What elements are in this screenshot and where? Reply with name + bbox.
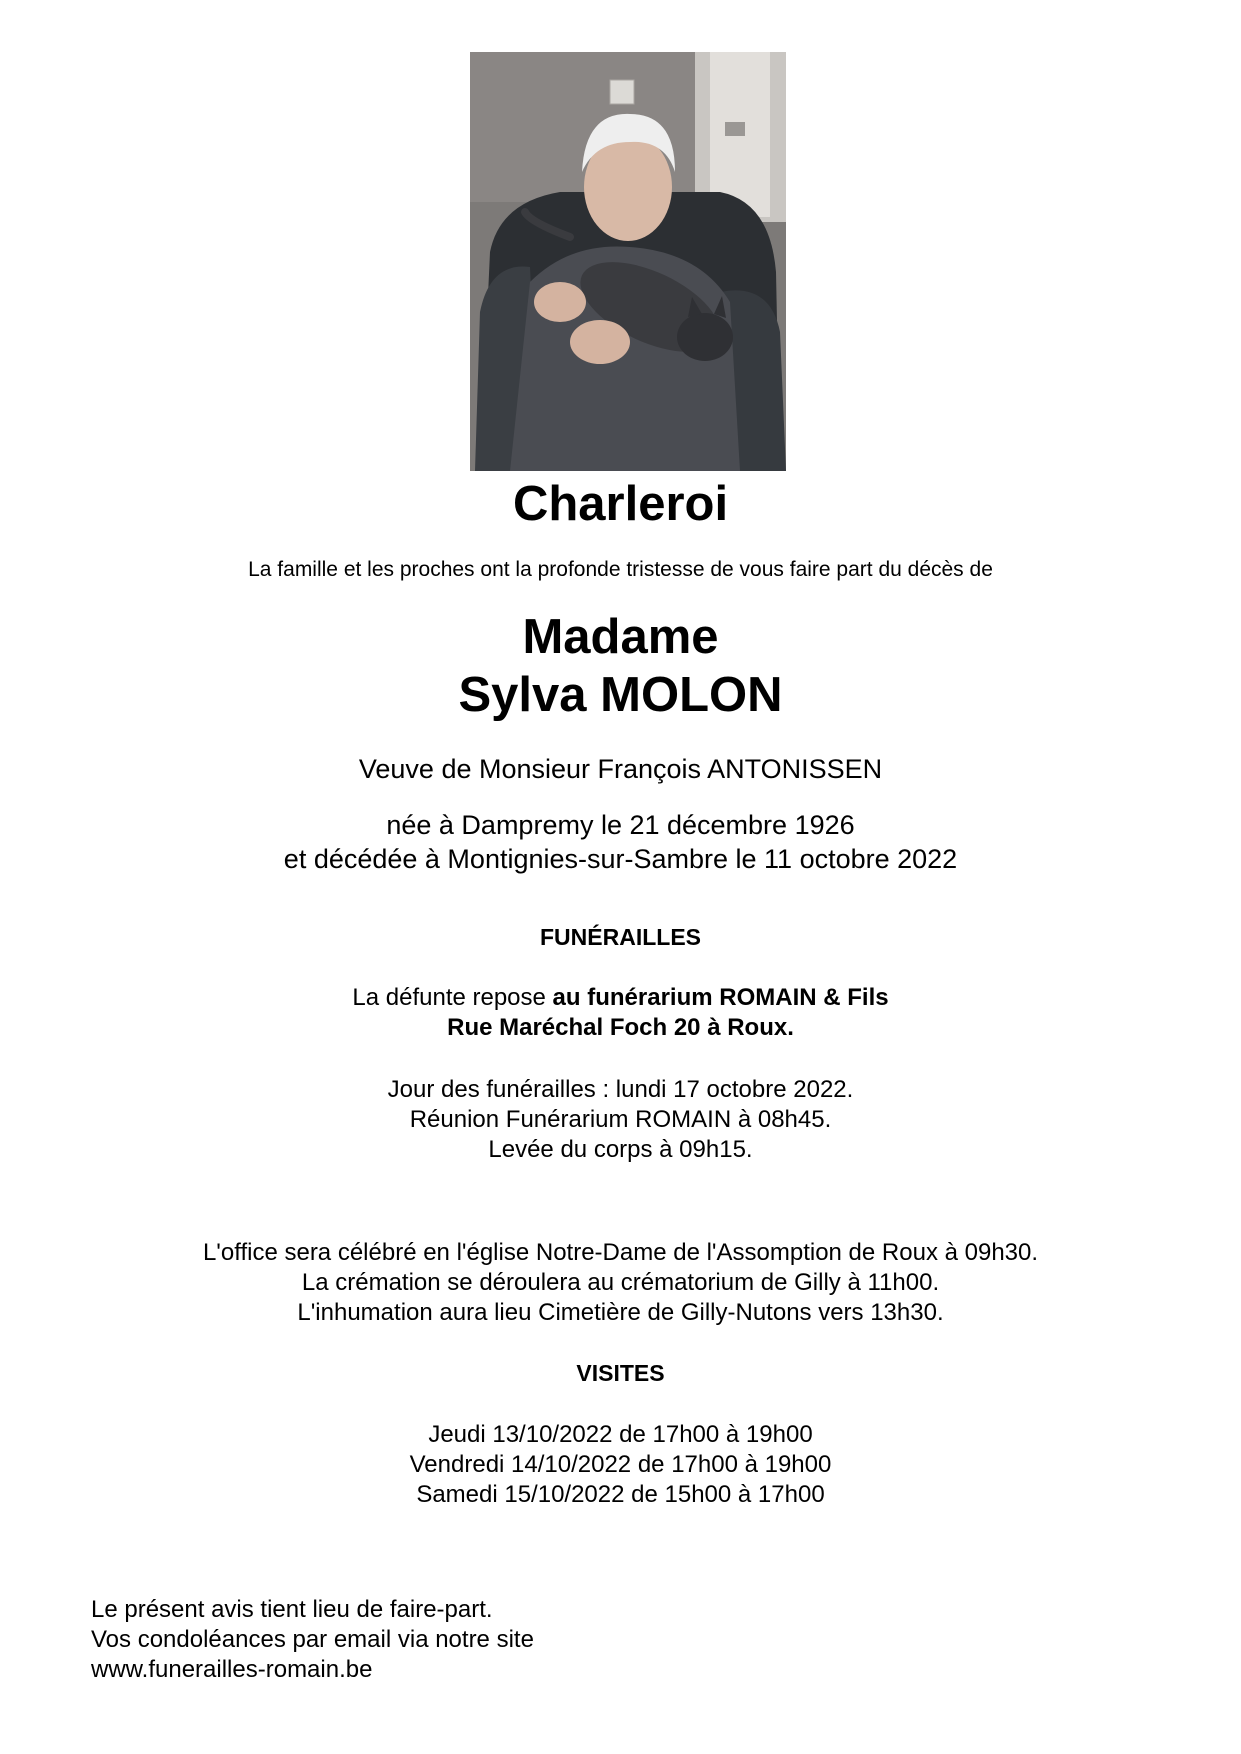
schedule-line: Jour des funérailles : lundi 17 octobre 2022.	[387, 1076, 854, 1103]
office-block	[0, 1238, 1241, 1328]
footer-note	[91, 1595, 534, 1685]
office-line: L'office sera célébré en l'église Notre-Dame de l'Assomption de Roux à 09h30.	[202, 1239, 1039, 1266]
repose-address: Rue Maréchal Foch 20 à Roux.	[447, 1014, 794, 1041]
city-heading: Charleroi	[512, 477, 729, 531]
visits-list	[0, 1420, 1241, 1510]
visit-item: Samedi 15/10/2022 de 15h00 à 17h00	[416, 1481, 825, 1508]
intro-text: La famille et les proches ont la profonde tristesse de vous faire part du décès de	[248, 558, 993, 581]
death-line: et décédée à Montignies-sur-Sambre le 11 octobre 2022	[283, 844, 958, 874]
schedule-block	[0, 1075, 1241, 1165]
repose-prefix: La défunte repose	[352, 984, 553, 1011]
schedule-line: Réunion Funérarium ROMAIN à 08h45.	[409, 1106, 832, 1133]
visites-heading: VISITES	[576, 1360, 665, 1386]
portrait-photo	[470, 52, 786, 471]
birth-death-text	[0, 808, 1241, 876]
footer-website-link[interactable]: www.funerailles-romain.be	[91, 1656, 373, 1683]
name-full: Sylva MOLON	[458, 668, 783, 722]
repose-line	[0, 983, 1241, 1013]
footer-line: Vos condoléances par email via notre site	[91, 1626, 534, 1653]
name-title: Madame	[522, 610, 719, 664]
visit-item: Vendredi 14/10/2022 de 17h00 à 19h00	[409, 1451, 832, 1478]
footer-line: Le présent avis tient lieu de faire-part.	[91, 1596, 493, 1623]
office-line: La crémation se déroulera au crématorium de Gilly à 11h00.	[301, 1269, 940, 1296]
repose-place: au funérarium ROMAIN & Fils	[552, 984, 889, 1011]
funerailles-heading: FUNÉRAILLES	[540, 924, 701, 950]
widow-of-text: Veuve de Monsieur François ANTONISSEN	[358, 754, 883, 784]
visit-item: Jeudi 13/10/2022 de 17h00 à 19h00	[428, 1421, 813, 1448]
repose-block	[0, 983, 1241, 1043]
birth-line: née à Dampremy le 21 décembre 1926	[386, 810, 855, 840]
schedule-line: Levée du corps à 09h15.	[488, 1136, 753, 1163]
deceased-name	[0, 608, 1241, 724]
portrait-illustration	[470, 52, 786, 471]
office-line: L'inhumation aura lieu Cimetière de Gilly-Nutons vers 13h30.	[297, 1299, 944, 1326]
